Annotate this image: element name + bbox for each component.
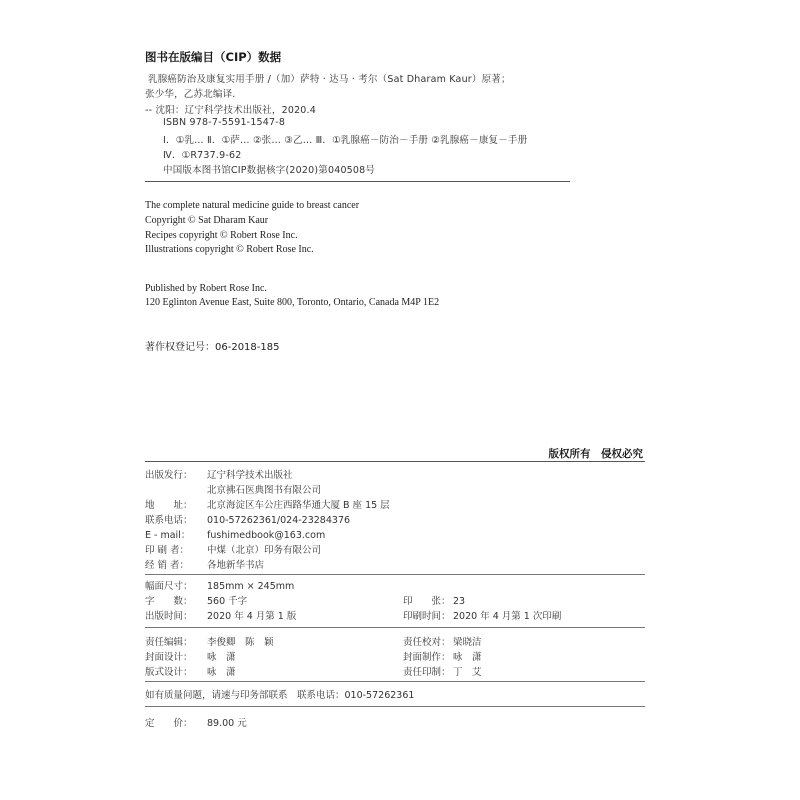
cip-line-subjects: Ⅰ．①乳… Ⅱ．①萨… ②张… ③乙… Ⅲ．①乳腺癌－防治－手册 ②乳腺癌－康复－手册	[163, 135, 528, 146]
spec-label: 印刷时间：	[403, 611, 451, 622]
spec-sheets	[403, 593, 465, 607]
price-value: 89.00 元	[207, 718, 247, 729]
pub-value: 北京拂石医典图书有限公司	[207, 485, 322, 496]
pub-label: 联系电话：	[145, 515, 193, 526]
quality-notice: 如有质量问题，请速与印务部联系 联系电话：010-57262361	[145, 690, 415, 701]
editor-value: 咏 潇	[207, 667, 236, 678]
spec-label: 印 张：	[403, 596, 451, 607]
cip-line-publisher: -- 沈阳：辽宁科学技术出版社，2020.4	[145, 105, 317, 116]
cip-line-isbn: ISBN 978-7-5591-1547-8	[163, 117, 286, 128]
pub-value: 010-57262361/024-23284376	[207, 515, 351, 526]
pub-value: 北京海淀区车公庄西路华通大厦 B 座 15 层	[207, 500, 390, 511]
rights-notice: 版权所有 侵权必究	[548, 448, 643, 460]
copyright-registration: 著作权登记号：06-2018-185	[145, 342, 280, 353]
pub-row-phone	[145, 512, 350, 526]
editor-label: 封面设计：	[145, 652, 193, 663]
cip-divider	[145, 181, 570, 182]
pub-row-co-publisher	[145, 482, 321, 496]
spec-size	[145, 578, 294, 592]
spec-value: 560 千字	[207, 596, 248, 607]
pub-label: 经 销 者：	[145, 560, 190, 571]
editor-value: 咏 潇	[453, 652, 482, 663]
cover-production	[403, 649, 482, 663]
spec-label: 字 数：	[145, 596, 193, 607]
pub-row-distributor	[145, 557, 264, 571]
spec-value: 2020 年 4 月第 1 版	[207, 611, 297, 622]
spec-value: 23	[453, 596, 466, 607]
pub-value: fushimedbook@163.com	[207, 530, 326, 541]
spec-value: 2020 年 4 月第 1 次印刷	[453, 611, 562, 622]
spec-label: 幅面尺寸：	[145, 581, 193, 592]
published-by: Published by Robert Rose Inc.	[145, 283, 267, 294]
cip-line-editors: 张少华，乙苏北编译．	[145, 89, 243, 100]
pub-row-printer	[145, 542, 321, 556]
pub-value: 各地新华书店	[207, 560, 265, 571]
editor-value: 丁 艾	[453, 667, 482, 678]
cover-designer	[145, 649, 236, 663]
editor-label: 封面制作：	[403, 652, 451, 663]
spec-print-date	[403, 608, 561, 622]
price-top-rule	[145, 706, 645, 707]
editor-value: 咏 潇	[207, 652, 236, 663]
editor-in-charge	[145, 634, 274, 648]
editor-label: 责任印制：	[403, 667, 451, 678]
editor-label: 版式设计：	[145, 667, 193, 678]
print-supervisor	[403, 664, 482, 678]
layout-designer	[145, 664, 236, 678]
cip-line-title: 乳腺癌防治及康复实用手册 /（加）萨特 · 达马 · 考尔（Sat Dharam Kaur）原著；	[148, 74, 511, 85]
cip-heading: 图书在版编目（CIP）数据	[145, 50, 282, 64]
recipes-copyright: Recipes copyright © Robert Rose Inc.	[145, 230, 298, 241]
original-copyright: Copyright © Sat Dharam Kaur	[145, 215, 269, 226]
pub-row-address	[145, 497, 390, 511]
cip-line-classification: Ⅳ．①R737.9-62	[163, 150, 242, 161]
price	[145, 715, 247, 729]
editor-label: 责任编辑：	[145, 637, 193, 648]
pub-label: E - mail：	[145, 530, 191, 541]
publication-top-rule	[145, 461, 645, 462]
pub-label: 出版发行：	[145, 470, 193, 481]
spec-label: 出版时间：	[145, 611, 193, 622]
spec-words	[145, 593, 247, 607]
editor-label: 责任校对：	[403, 637, 451, 648]
editor-value: 梁晓洁	[453, 637, 482, 648]
pub-label: 印 刷 者：	[145, 545, 190, 556]
quality-top-rule	[145, 681, 645, 682]
specs-top-rule	[145, 574, 645, 575]
spec-value: 185mm × 245mm	[207, 581, 295, 592]
illustrations-copyright: Illustrations copyright © Robert Rose Inc.	[145, 244, 314, 255]
spec-pub-date	[145, 608, 296, 622]
price-label: 定 价：	[145, 718, 193, 729]
pub-label: 地 址：	[145, 500, 193, 511]
pub-value: 辽宁科学技术出版社	[207, 470, 293, 481]
editors-top-rule	[145, 627, 645, 628]
original-title: The complete natural medicine guide to breast cancer	[145, 200, 360, 211]
editor-value: 李俊卿 陈 颖	[207, 637, 274, 648]
publisher-address: 120 Eglinton Avenue East, Suite 800, Toronto, Ontario, Canada M4P 1E2	[145, 297, 440, 308]
pub-value: 中煤（北京）印务有限公司	[207, 545, 322, 556]
pub-row-email	[145, 527, 325, 541]
pub-row-publisher	[145, 467, 293, 481]
proofreader	[403, 634, 482, 648]
cip-line-cip-number: 中国版本图书馆CIP数据核字(2020)第040508号	[163, 165, 376, 176]
